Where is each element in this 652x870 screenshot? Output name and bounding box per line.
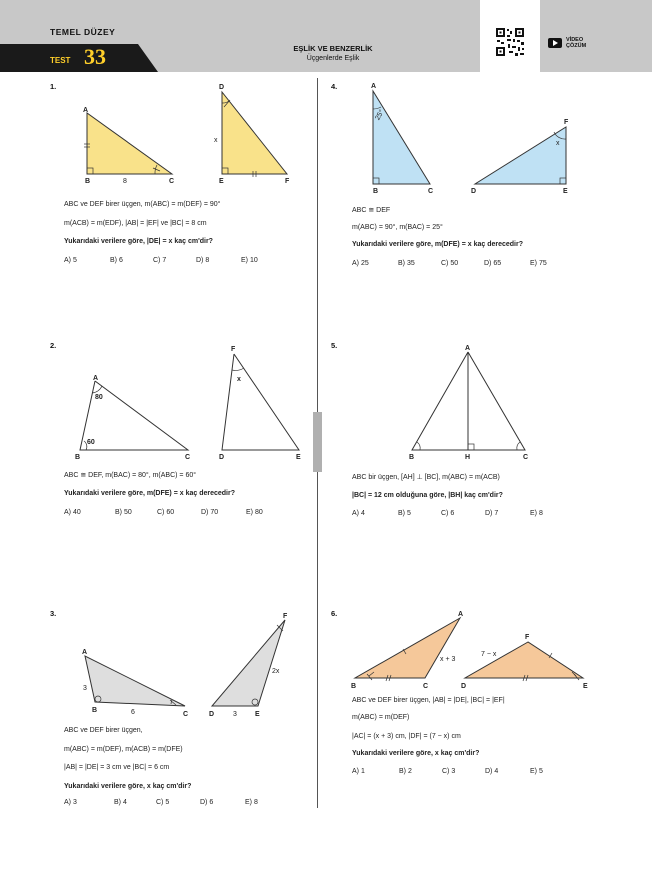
q2-angle-a: 80 [95, 394, 103, 401]
q1-question: Yukarıdaki verilere göre, |DE| = x kaç cm'dir? [64, 238, 213, 245]
question-5-number: 5. [331, 341, 338, 350]
topic-title: EŞLİK VE BENZERLİK [293, 44, 373, 53]
q4-option-c[interactable]: C) 50 [441, 260, 459, 267]
question-2-number: 2. [50, 341, 57, 350]
q1-label-a: A [83, 107, 89, 114]
q2-option-a[interactable]: A) 40 [64, 509, 81, 516]
test-label: TEST [50, 56, 71, 65]
q1-line-1: ABC ve DEF birer üçgen, m(ABC) = m(DEF) = 90° [64, 201, 221, 208]
q3-question: Yukarıdaki verilere göre, x kaç cm'dir? [64, 783, 192, 790]
q2-label-d: D [219, 454, 225, 461]
q1-label-d: D [219, 84, 225, 91]
q6-label-e: E [583, 683, 588, 690]
q3-label-e: E [255, 711, 260, 718]
q1-line-2: m(ACB) = m(EDF), |AB| = |EF| ve |BC| = 8 cm [64, 220, 207, 227]
q6-option-a[interactable]: A) 1 [352, 768, 365, 775]
q6-option-d[interactable]: D) 4 [485, 768, 499, 775]
q3-label-b: B [92, 707, 98, 714]
q5-label-a: A [465, 345, 471, 352]
question-3-number: 3. [50, 609, 57, 618]
q2-option-d[interactable]: D) 70 [201, 509, 219, 516]
q6-option-c[interactable]: C) 3 [442, 768, 456, 775]
q4-line-1: ABC ≅ DEF [352, 207, 391, 214]
q3-label-6: 6 [131, 709, 135, 716]
q1-option-b[interactable]: B) 6 [110, 257, 123, 264]
q3-option-b[interactable]: B) 4 [114, 799, 127, 806]
question-6-number: 6. [331, 609, 338, 618]
q3-option-a[interactable]: A) 3 [64, 799, 77, 806]
q6-line-2: m(ABC) = m(DEF) [352, 714, 410, 721]
q5-option-a[interactable]: A) 4 [352, 510, 365, 517]
video-solution-label[interactable]: VİDEO ÇÖZÜM [566, 37, 587, 49]
q1-option-c[interactable]: C) 7 [153, 257, 167, 264]
q6-label-ac: x + 3 [440, 656, 456, 663]
level-label: TEMEL DÜZEY [50, 27, 116, 37]
q2-label-f: F [231, 346, 236, 353]
q2-option-c[interactable]: C) 60 [157, 509, 175, 516]
q2-angle-f: x [237, 376, 241, 383]
question-1-number: 1. [50, 82, 57, 91]
q6-option-e[interactable]: E) 5 [530, 768, 543, 775]
q2-label-e: E [296, 454, 301, 461]
q3-line-2: m(ABC) = m(DEF), m(ACB) = m(DFE) [64, 746, 183, 753]
q5-option-d[interactable]: D) 7 [485, 510, 499, 517]
q4-question: Yukarıdaki verilere göre, m(DFE) = x kaç derecedir? [352, 241, 523, 248]
q6-label-a: A [458, 611, 464, 618]
q4-label-d: D [471, 188, 477, 195]
q2-line-1: ABC ≅ DEF, m(BAC) = 80°, m(ABC) = 60° [64, 472, 197, 479]
q2-question: Yukarıdaki verilere göre, m(DFE) = x kaç derecedir? [64, 490, 235, 497]
q6-label-d: D [461, 683, 467, 690]
q1-label-e: E [219, 178, 224, 185]
test-number: 33 [84, 44, 106, 69]
q4-angle-a: 25° [374, 108, 386, 122]
q3-label-ab: 3 [83, 685, 87, 692]
q4-line-2: m(ABC) = 90°, m(BAC) = 25° [352, 224, 443, 231]
q4-angle-f: x [556, 140, 560, 147]
q1-option-a[interactable]: A) 5 [64, 257, 77, 264]
q3-label-de: 3 [233, 711, 237, 718]
q6-label-df: 7 − x [481, 651, 497, 658]
q6-label-c: C [423, 683, 429, 690]
q3-line-1: ABC ve DEF birer üçgen, [64, 727, 143, 734]
q3-label-f: F [283, 613, 288, 620]
q4-option-d[interactable]: D) 65 [484, 260, 502, 267]
q1-option-d[interactable]: D) 8 [196, 257, 210, 264]
q5-label-c: C [523, 454, 529, 461]
q4-label-b: B [373, 188, 379, 195]
q4-label-a: A [371, 83, 377, 90]
q3-label-ef: 2x [272, 668, 280, 675]
q3-option-e[interactable]: E) 8 [245, 799, 258, 806]
q5-option-b[interactable]: B) 5 [398, 510, 411, 517]
q5-label-b: B [409, 454, 415, 461]
q3-option-c[interactable]: C) 5 [156, 799, 170, 806]
q6-line-1: ABC ve DEF birer üçgen, |AB| = |DE|, |BC| = |EF| [352, 697, 505, 704]
q1-option-e[interactable]: E) 10 [241, 257, 258, 264]
q2-option-e[interactable]: E) 80 [246, 509, 263, 516]
q2-label-b: B [75, 454, 81, 461]
q6-label-b: B [351, 683, 357, 690]
q3-label-a: A [82, 649, 88, 656]
q1-label-bc: 8 [123, 178, 127, 185]
q4-label-c: C [428, 188, 434, 195]
q4-label-e: E [563, 188, 568, 195]
q6-line-3: |AC| = (x + 3) cm, |DF| = (7 − x) cm [352, 733, 461, 740]
q6-option-b[interactable]: B) 2 [399, 768, 412, 775]
q5-option-c[interactable]: C) 6 [441, 510, 455, 517]
q2-option-b[interactable]: B) 50 [115, 509, 132, 516]
q2-label-c: C [185, 454, 191, 461]
q4-option-e[interactable]: E) 75 [530, 260, 547, 267]
q6-options [352, 768, 543, 775]
q5-option-e[interactable]: E) 8 [530, 510, 543, 517]
q3-option-d[interactable]: D) 6 [200, 799, 214, 806]
subtopic-title: Üçgenlerde Eşlik [306, 55, 360, 62]
q6-question: Yukarıdaki verilere göre, x kaç cm'dir? [352, 750, 480, 757]
question-4-number: 4. [331, 82, 338, 91]
q6-label-f: F [525, 634, 530, 641]
q2-angle-b: 60 [87, 439, 95, 446]
q1-label-b: B [85, 178, 91, 185]
q1-label-f: F [285, 178, 290, 185]
q3-label-d: D [209, 711, 215, 718]
q4-option-a[interactable]: A) 25 [352, 260, 369, 267]
q5-question: |BC| = 12 cm olduğuna göre, |BH| kaç cm'dir? [352, 492, 503, 499]
q3-options [64, 799, 258, 806]
q1-label-c: C [169, 178, 175, 185]
q5-label-h: H [465, 454, 471, 461]
q3-line-3: |AB| = |DE| = 3 cm ve |BC| = 6 cm [64, 764, 170, 771]
q2-label-a: A [93, 375, 99, 382]
q4-option-b[interactable]: B) 35 [398, 260, 415, 267]
q5-line-1: ABC bir üçgen, [AH] ⊥ [BC], m(ABC) = m(ACB) [352, 474, 500, 481]
q4-label-f: F [564, 119, 569, 126]
q3-label-c: C [183, 711, 189, 718]
q1-label-de: x [214, 137, 218, 144]
